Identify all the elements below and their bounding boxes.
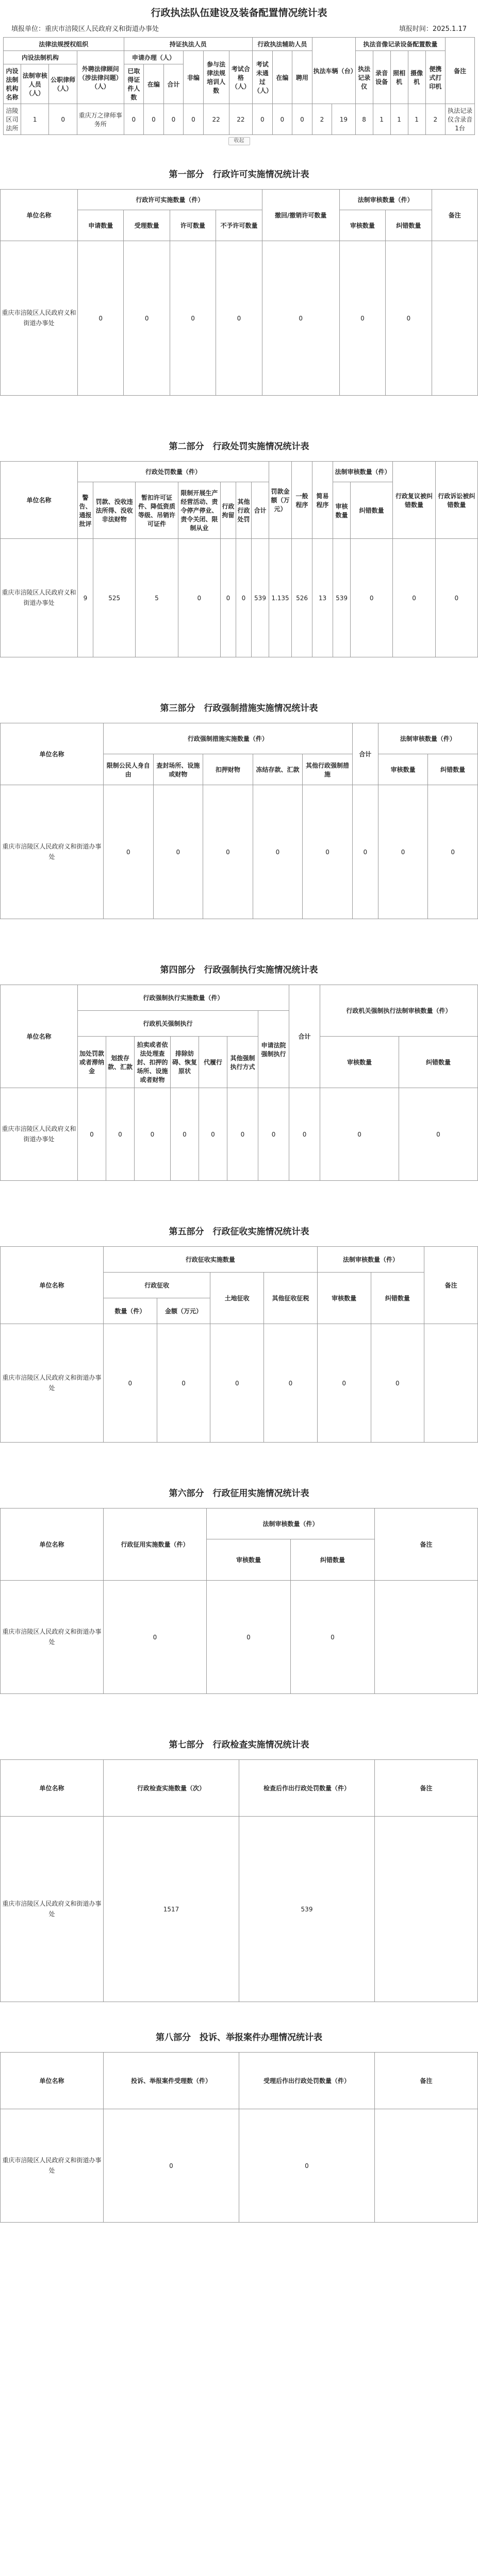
th-hj: 合计 — [251, 482, 269, 539]
th-notpass: 考试未通过（人） — [253, 51, 273, 104]
table-row — [1, 1088, 478, 1181]
th-gwy: 公职律师（人） — [49, 64, 77, 104]
cell: 2 — [312, 104, 332, 135]
section-title: 第四部分 行政强制执行实施情况统计表 — [160, 965, 318, 975]
cell — [375, 2109, 478, 2223]
cell: 525 — [93, 539, 136, 657]
th-fulltime: 法制审核人员（人） — [21, 64, 49, 104]
th-je: 金额（万元） — [157, 1298, 210, 1324]
cell: 重庆市涪陵区人民政府义和街道办事处 — [1, 1581, 104, 1694]
cell: 0 — [104, 2109, 239, 2223]
cell: 0 — [163, 104, 184, 135]
complaint-table — [0, 2052, 478, 2223]
cell: 0 — [253, 104, 273, 135]
cell: 0 — [239, 2109, 375, 2223]
th-inner-name: 内设法制机构名称 — [4, 64, 21, 104]
th-pm: 拍卖或者依法处理查封、扣押的场所、设施或者财物 — [135, 1037, 171, 1088]
cell: 重庆市涪陵区人民政府义和街道办事处 — [1, 1324, 104, 1443]
cell: 0 — [393, 539, 435, 657]
cell: 5 — [136, 539, 178, 657]
cell: 0 — [157, 1324, 210, 1443]
th-main: 行政征收实施数量 — [104, 1247, 318, 1273]
coercive-measure-table — [0, 723, 478, 919]
th-qt: 其他强制执行方式 — [227, 1037, 258, 1088]
th-main: 行政处罚数量（件） — [78, 462, 269, 482]
cell: 0 — [184, 104, 204, 135]
th-jc: 纠错数量 — [291, 1539, 375, 1581]
cell: 0 — [203, 785, 253, 919]
cell: 0 — [78, 241, 124, 396]
table-row — [1, 1581, 478, 1694]
cell: 0 — [428, 785, 478, 919]
section-title: 第二部分 行政处罚实施情况统计表 — [169, 442, 309, 452]
cell: 0 — [171, 1088, 199, 1181]
th-sh: 审核数量 — [207, 1539, 291, 1581]
th-yl: 录音设备 — [373, 51, 390, 104]
cell: 8 — [355, 104, 373, 135]
cell: 1.135 — [269, 539, 292, 657]
requisition-table — [0, 1508, 478, 1694]
table-row — [1, 539, 478, 657]
cell: 0 — [236, 539, 251, 657]
table-row — [1, 2109, 478, 2223]
th-bxk: 不予许可数量 — [216, 210, 262, 241]
th-find: 检查后作出行政处罚数量（件） — [239, 1760, 375, 1817]
cell: 539 — [333, 539, 351, 657]
th-pc: 排除妨碍、恢复原状 — [171, 1037, 199, 1088]
report-meta — [0, 21, 478, 37]
cell: 重庆市涪陵区人民政府义和街道办事处 — [1, 1817, 104, 2002]
cell: 0 — [289, 1088, 320, 1181]
th-main: 行政检查实施数量（次） — [104, 1760, 239, 1817]
cell: 0 — [272, 104, 292, 135]
cell: 0 — [386, 241, 432, 396]
cell: 0 — [104, 785, 154, 919]
th-qt: 其他行政强制措施 — [303, 754, 353, 785]
inspection-table — [0, 1759, 478, 2002]
collapse-button[interactable]: 收起 — [228, 137, 250, 145]
th-review: 法制审核数量（件） — [207, 1509, 375, 1539]
th-cx: 撤回/撤销许可数量 — [262, 190, 339, 241]
cell: 539 — [239, 1817, 375, 2002]
th-qtzs: 其他征收征税 — [264, 1273, 318, 1324]
cell: 1517 — [104, 1817, 239, 2002]
cell: 0 — [153, 785, 203, 919]
th-cf: 查封场所、设施或财物 — [153, 754, 203, 785]
th-jnfj: 加处罚款或者滞纳金 — [78, 1037, 106, 1088]
th-nonbz: 非编 — [184, 51, 204, 104]
cell: 执法记录仪含录音1台 — [446, 104, 475, 135]
th-jc: 纠错数量 — [428, 754, 478, 785]
th-sh: 审核数量 — [339, 210, 385, 241]
th-main: 投诉、举报案件受理数（件） — [104, 2053, 239, 2109]
cell: 0 — [303, 785, 353, 919]
section-title: 第六部分 行政征用实施情况统计表 — [169, 1488, 309, 1499]
th-find: 受理后作出行政处罚数量（件） — [239, 2053, 375, 2109]
th-cert: 已取得证件人数 — [124, 64, 144, 104]
th-note: 备注 — [432, 190, 477, 241]
th-gov: 参与法律法规培训人数 — [203, 51, 229, 104]
th-equip: 执法音像记录设备配置数量 — [355, 38, 446, 51]
th-review: 法制审核数量（件） — [339, 190, 432, 210]
cell: 22 — [203, 104, 229, 135]
cell: 0 — [378, 785, 428, 919]
table-row — [1, 241, 478, 396]
th-staff: 持证执法人员 — [124, 38, 252, 51]
cell: 0 — [317, 1324, 371, 1443]
th-bk: 便携式打印机 — [425, 51, 446, 104]
table-row — [4, 104, 475, 135]
th-note: 备注 — [375, 1509, 478, 1581]
th-fmore: 外聘法律顾问（涉法律问题）（人） — [77, 51, 124, 104]
th-zk: 暂扣许可证件、降低资质等级、吊销许可证件 — [136, 482, 178, 539]
cell: 0 — [144, 104, 164, 135]
cell — [424, 1324, 478, 1443]
th-unit: 单位名称 — [1, 1760, 104, 1817]
th-apply: 申请办理（人） — [124, 51, 184, 64]
th-unit: 单位名称 — [1, 462, 78, 539]
cell: 重庆市涪陵区人民政府义和街道办事处 — [1, 539, 78, 657]
th-jc: 纠错数量 — [371, 1273, 424, 1324]
th-jl: 行政拘留 — [220, 482, 236, 539]
levy-table — [0, 1246, 478, 1443]
cell: 0 — [227, 1088, 258, 1181]
cell: 0 — [104, 1324, 157, 1443]
team-equipment-table — [3, 37, 475, 135]
th-jycx: 简易程序 — [312, 462, 333, 539]
th-sl: 数量（件） — [104, 1298, 157, 1324]
cell: 0 — [258, 1088, 289, 1181]
th-main: 行政征用实施数量（件） — [104, 1509, 207, 1581]
th-xzjg: 行政机关强制执行 — [78, 1011, 258, 1037]
cell: 0 — [339, 241, 385, 396]
th-zx: 照相机 — [390, 51, 408, 104]
cell: 0 — [104, 1581, 207, 1694]
th-note: 备注 — [446, 38, 475, 104]
th-unit: 单位名称 — [1, 723, 104, 785]
th-unit: 单位名称 — [1, 985, 78, 1088]
section-title: 第八部分 投诉、举报案件办理情况统计表 — [156, 2032, 322, 2043]
th-review: 法制审核数量（件） — [333, 462, 393, 482]
cell — [375, 1581, 478, 1694]
cell: 0 — [399, 1088, 478, 1181]
cell: 22 — [229, 104, 252, 135]
th-main: 行政许可实施数量（件） — [78, 190, 262, 210]
cell: 0 — [49, 104, 77, 135]
cell: 0 — [207, 1581, 291, 1694]
cell: 重庆市涪陵区人民政府义和街道办事处 — [1, 785, 104, 919]
th-dl: 代履行 — [199, 1037, 227, 1088]
section-title: 第五部分 行政征收实施情况统计表 — [169, 1227, 309, 1237]
th-hj: 合计 — [352, 723, 378, 785]
th-law-org: 法律法规授权组织 — [4, 38, 124, 51]
cell: 0 — [371, 1324, 424, 1443]
cell: 0 — [210, 1324, 264, 1443]
th-unit: 单位名称 — [1, 190, 78, 241]
th-xzzs: 行政征收 — [104, 1273, 210, 1298]
cell: 1 — [21, 104, 49, 135]
cell: 2 — [425, 104, 446, 135]
th-xz: 限制公民人身自由 — [104, 754, 154, 785]
table-row — [1, 785, 478, 919]
cell: 0 — [291, 1581, 375, 1694]
th-jc: 纠错数量 — [386, 210, 432, 241]
th-sh: 审核数量 — [320, 1037, 399, 1088]
enforcement-table — [0, 985, 478, 1181]
th-xz: 限制开展生产经营活动、责令停产停业、责令关闭、限制从业 — [178, 482, 220, 539]
th-sh: 审核数量 — [317, 1273, 371, 1324]
th-sq: 申请数量 — [78, 210, 124, 241]
th-review: 法制审核数量（件） — [317, 1247, 424, 1273]
cell: 526 — [292, 539, 312, 657]
section-title: 第一部分 行政许可实施情况统计表 — [169, 170, 309, 180]
cell: 0 — [351, 539, 393, 657]
fill-date: 填报时间：2025.1.17 — [399, 25, 467, 33]
th-total: 合计 — [163, 64, 184, 104]
th-note: 备注 — [424, 1247, 478, 1324]
th-ss: 行政诉讼被纠错数量 — [435, 462, 477, 539]
th-fkje: 罚款金额（万元） — [269, 462, 292, 539]
th-bz: 在编 — [272, 51, 292, 104]
cell: 0 — [262, 241, 339, 396]
cell: 0 — [264, 1324, 318, 1443]
th-pass: 考试合格（人） — [229, 51, 252, 104]
section-title: 第七部分 行政检查实施情况统计表 — [169, 1740, 309, 1750]
cell: 1 — [373, 104, 390, 135]
th-aux: 行政执法辅助人员 — [253, 38, 312, 51]
th-fk: 罚款、没收违法所得、没收非法财物 — [93, 482, 136, 539]
cell: 0 — [352, 785, 378, 919]
cell: 0 — [78, 1088, 106, 1181]
cell — [432, 241, 477, 396]
th-sl: 受理数量 — [124, 210, 170, 241]
table-row — [1, 1817, 478, 2002]
penalty-table — [0, 461, 478, 657]
th-note: 备注 — [375, 2053, 478, 2109]
th-sh: 审核数量 — [378, 754, 428, 785]
page-title: 行政执法队伍建设及装备配置情况统计表 — [151, 7, 327, 19]
th-jg: 警告、通报批评 — [78, 482, 93, 539]
cell: 539 — [251, 539, 269, 657]
cell — [375, 1817, 478, 2002]
th-apply-bz: 在编 — [144, 64, 164, 104]
th-review: 法制审核数量（件） — [378, 723, 477, 754]
th-cars: 执法车辆（台） — [312, 38, 355, 104]
th-unit: 单位名称 — [1, 1247, 104, 1324]
th-tdzs: 土地征收 — [210, 1273, 264, 1324]
th-kj: 扣押财物 — [203, 754, 253, 785]
section-title: 第三部分 行政强制措施实施情况统计表 — [160, 703, 318, 714]
cell: 0 — [220, 539, 236, 657]
th-ybcx: 一般程序 — [292, 462, 312, 539]
th-hb: 划拨存款、汇款 — [106, 1037, 135, 1088]
th-jc: 纠错数量 — [399, 1037, 478, 1088]
cell: 涪陵区司法所 — [4, 104, 21, 135]
th-sq: 申请法院强制执行 — [258, 1011, 289, 1088]
th-review: 行政机关强制执行法制审核数量（件） — [320, 985, 478, 1037]
th-unit: 单位名称 — [1, 2053, 104, 2109]
cell: 0 — [320, 1088, 399, 1181]
th-note: 备注 — [375, 1760, 478, 1817]
th-hj: 合计 — [289, 985, 320, 1088]
th-xk: 许可数量 — [170, 210, 216, 241]
cell: 0 — [253, 785, 303, 919]
cell: 重庆市涪陵区人民政府义和街道办事处 — [1, 2109, 104, 2223]
th-jc: 执法记录仪 — [355, 51, 373, 104]
cell: 13 — [312, 539, 333, 657]
th-qt: 其他行政处罚 — [236, 482, 251, 539]
cell: 19 — [332, 104, 355, 135]
cell: 1 — [390, 104, 408, 135]
cell: 0 — [292, 104, 312, 135]
th-main: 行政强制执行实施数量（件） — [78, 985, 289, 1011]
cell: 重庆市涪陵区人民政府义和街道办事处 — [1, 241, 78, 396]
th-dj: 冻结存款、汇款 — [253, 754, 303, 785]
permit-table — [0, 189, 478, 396]
cell: 0 — [199, 1088, 227, 1181]
cell: 0 — [106, 1088, 135, 1181]
cell: 0 — [216, 241, 262, 396]
cell: 9 — [78, 539, 93, 657]
cell: 0 — [124, 104, 144, 135]
th-sx: 摄像机 — [408, 51, 425, 104]
th-unit: 单位名称 — [1, 1509, 104, 1581]
cell: 0 — [435, 539, 477, 657]
th-fb: 聘用 — [292, 51, 312, 104]
cell: 重庆市涪陵区人民政府义和街道办事处 — [1, 1088, 78, 1181]
th-jc: 纠错数量 — [351, 482, 393, 539]
th-sh: 审核数量 — [333, 482, 351, 539]
cell: 重庆万之律师事务所 — [77, 104, 124, 135]
cell: 0 — [124, 241, 170, 396]
filler-unit: 填报单位：重庆市涪陵区人民政府义和街道办事处 — [11, 25, 159, 33]
cell: 0 — [178, 539, 220, 657]
table-row — [1, 1324, 478, 1443]
cell: 0 — [170, 241, 216, 396]
cell: 0 — [135, 1088, 171, 1181]
cell: 1 — [408, 104, 425, 135]
th-inner: 内设法制机构 — [4, 51, 77, 64]
th-fy: 行政复议被纠错数量 — [393, 462, 435, 539]
th-main: 行政强制措施实施数量（件） — [104, 723, 353, 754]
